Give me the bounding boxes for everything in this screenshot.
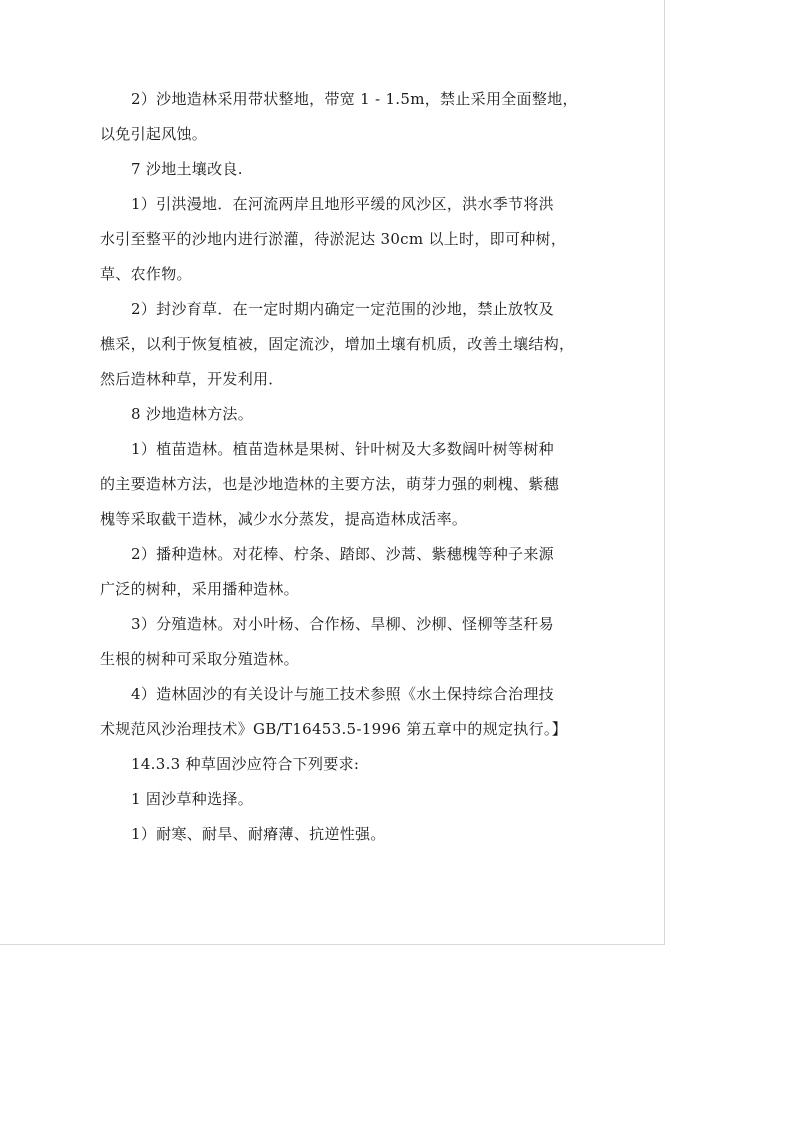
document-body [100,86,578,856]
section-heading: 8 沙地造林方法。 [131,405,254,423]
text-line: 槐等采取截干造林，减少水分蒸发，提高造林成活率。 [100,510,468,528]
text-line: 1）耐寒、耐旱、耐瘠薄、抗逆性强。 [131,825,386,843]
text-line: 广泛的树种，采用播种造林。 [100,580,299,598]
text-line: 3）分殖造林。对小叶杨、合作杨、旱柳、沙柳、怪柳等茎秆易 [131,615,554,633]
text-line: 术规范风沙治理技术》GB/T16453.5-1996 第五章中的规定执行。】 [100,720,568,738]
text-line: 以免引起风蚀。 [100,125,208,143]
clause-heading: 14.3.3 种草固沙应符合下列要求: [131,755,360,773]
text-line: 2）播种造林。对花棒、柠条、踏郎、沙蒿、紫穗槐等种子来源 [131,545,554,563]
text-line: 樵采，以利于恢复植被，固定流沙，增加土壤有机质，改善土壤结构， [100,335,575,353]
text-line: 4）造林固沙的有关设计与施工技术参照《水土保持综合治理技 [131,685,554,703]
section-heading: 7 沙地土壤改良. [131,160,243,178]
text-line: 2）封沙育草．在一定时期内确定一定范围的沙地，禁止放牧及 [131,300,554,318]
text-line: 水引至整平的沙地内进行淤灌，待淤泥达 30cm 以上时，即可种树， [100,230,567,248]
text-line: 生根的树种可采取分殖造林。 [100,650,299,668]
text-line: 1）植苗造林。植苗造林是果树、针叶树及大多数阔叶树等树种 [131,440,554,458]
text-line: 然后造林种草，开发利用． [100,370,284,388]
section-heading: 1 固沙草种选择。 [131,790,254,808]
text-line: 的主要造林方法，也是沙地造林的主要方法，萌芽力强的刺槐、紫穗 [100,475,560,493]
text-line: 草、农作物。 [100,265,192,283]
text-line: 2）沙地造林采用带状整地，带宽 1 - 1.5m，禁止采用全面整地， [131,90,578,108]
text-line: 1）引洪漫地．在河流两岸且地形平缓的风沙区，洪水季节将洪 [131,195,554,213]
